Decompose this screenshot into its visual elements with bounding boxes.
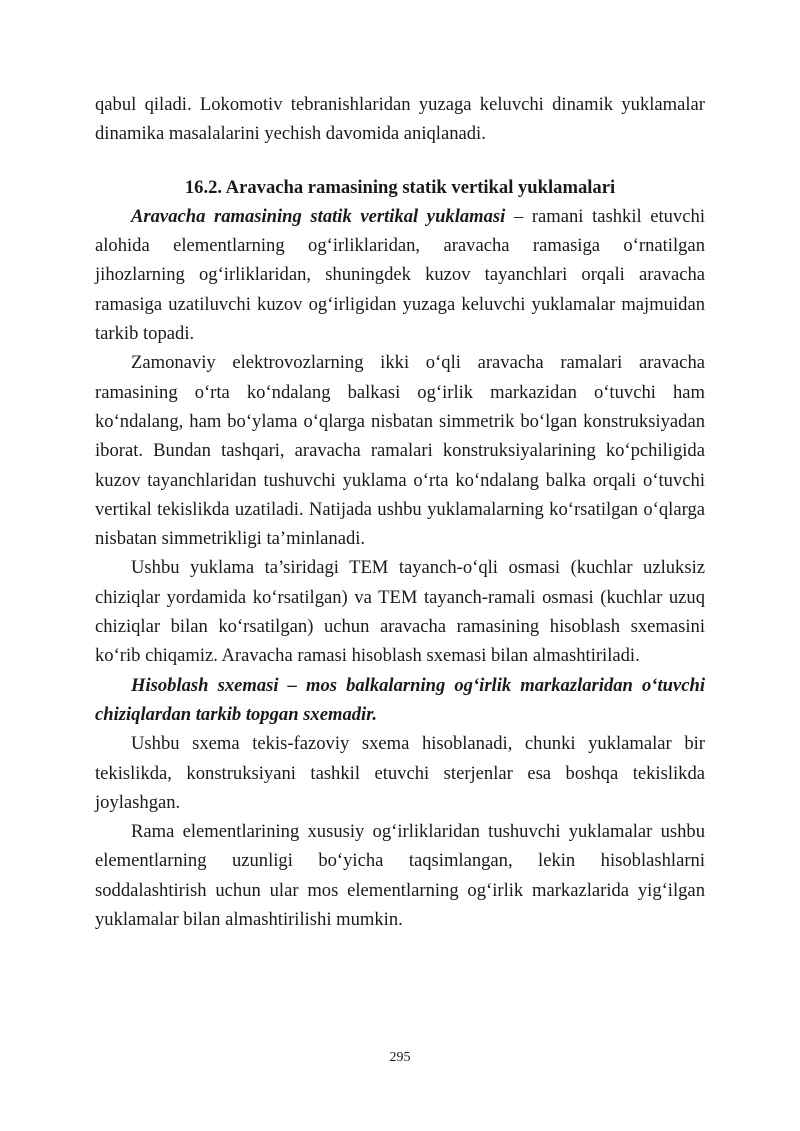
page-number: 295 <box>389 1050 411 1065</box>
section-heading: 16.2. Aravacha ramasining statik vertikal yuklamalari <box>184 176 616 198</box>
paragraph-element-weights: Rama elementlarining xususiy og‘irliklaridan tushuvchi yuklamalar ushbu elementlarning uzunligi bo‘yicha taqsimlangan, lekin hisoblashlarni soddalashtirish uchun ular mos elementlarning og‘irlik markazlarida yig‘ilgan yuklamalar bilan almashtirilishi mumkin. <box>95 821 705 931</box>
page-body <box>95 90 705 934</box>
spacer <box>95 149 705 173</box>
paragraph-scheme-definition: Hisoblash sxemasi – mos balkalarning og‘irlik markazlaridan o‘tuvchi chiziqlardan tarkib topgan sxemadir. <box>95 674 705 725</box>
paragraph-electric-locomotives: Zamonaviy elektrovozlarning ikki o‘qli aravacha ramalari aravacha ramasining o‘rta ko‘ndalang balkasi og‘irlik markazidan o‘tuvchi ham ko‘ndalang, ham bo‘ylama o‘qlarga nisbatan simmetrik bo‘lgan konstruksiyadan iborat. Bundan tashqari, aravacha ramalari konstruksiyalarining ko‘pchiligida kuzov tayanchlaridan tushuvchi yuklama o‘rta ko‘ndalang balka orqali o‘tuvchi vertikal tekislikda uzatiladi. Natijada ushbu yuklamalarning ko‘rsatilgan o‘qlarga nisbatan simmetrikligi ta’minlanadi. <box>95 352 705 550</box>
paragraph-plane-spatial-scheme: Ushbu sxema tekis-fazoviy sxema hisoblanadi, chunki yuklamalar bir tekislikda, konstruksiyani tashkil etuvchi sterjenlar esa boshqa tekislikda joylashgan. <box>95 733 705 813</box>
paragraph-continuation: qabul qiladi. Lokomotiv tebranishlaridan yuzaga keluvchi dinamik yuklamalar dinamika masalalarini yechish davomida aniqlanadi. <box>95 94 705 145</box>
paragraph-tem-suspension: Ushbu yuklama ta’siridagi TEM tayanch-o‘qli osmasi (kuchlar uzluksiz chiziqlar yordamida ko‘rsatilgan) va TEM tayanch-ramali osmasi (kuchlar uzuq chiziqlar bilan ko‘rsatilgan) uchun aravacha ramasining hisoblash sxemasini ko‘rib chiqamiz. Aravacha ramasi hisoblash sxemasi bilan almashtiriladi. <box>95 557 705 667</box>
definition-text: – ramani tashkil etuvchi alohida elementlarning og‘irliklaridan, aravacha ramasiga o‘rnatilgan jihozlarning og‘irliklaridan, shuningdek kuzov tayanchlari orqali aravacha ramasiga uzatiluvchi kuzov og‘irligidan yuzaga keluvchi yuklamalar majmuidan tarkib topadi. <box>95 205 705 345</box>
paragraph-definition-load <box>95 202 705 348</box>
defined-term: Aravacha ramasining statik vertikal yuklamasi <box>131 205 506 227</box>
